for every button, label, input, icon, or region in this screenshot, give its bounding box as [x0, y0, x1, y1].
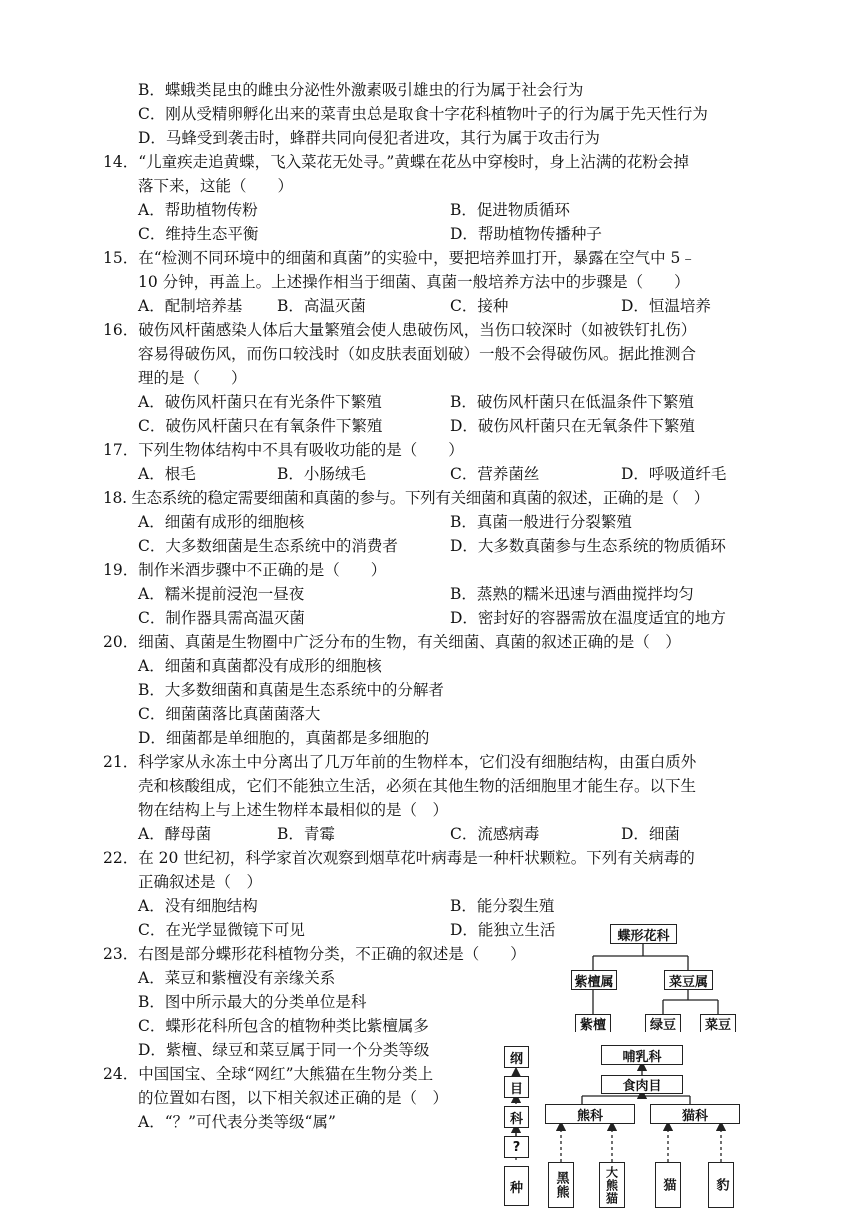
fig2-species-cat-box: 猫: [655, 1162, 681, 1208]
fig2-rank-order-box: 目: [504, 1076, 529, 1098]
fig2-species-black-bear-box: 黑熊: [548, 1162, 574, 1208]
q17-option-d: D．呼吸道纤毛: [621, 465, 727, 483]
fig2-rank-family-box: 科: [504, 1106, 529, 1128]
q14-option-c: C．维持生态平衡: [138, 225, 259, 243]
q18-option-b: B．真菌一般进行分裂繁殖: [450, 513, 632, 531]
q15-option-c: C．接种: [450, 297, 509, 315]
q20-option-d: D．细菌都是单细胞的，真菌都是多细胞的: [138, 729, 430, 747]
q24-stem-1: 24．中国国宝、全球“网红”大熊猫在生物分类上: [103, 1065, 434, 1083]
q21-stem-2: 壳和核酸组成，它们不能独立生活，必须在其他生物的活细胞里才能生存。以下生: [138, 777, 697, 795]
q23-stem: 23．右图是部分蝶形花科植物分类，不正确的叙述是（ ）: [103, 945, 526, 963]
fig1-family-box: 蝶形花科: [610, 924, 677, 944]
q18-stem: 18. 生态系统的稳定需要细菌和真菌的参与。下列有关细菌和真菌的叙述，正确的是（ ）: [103, 489, 709, 507]
q22-stem-1: 22．在 20 世纪初，科学家首次观察到烟草花叶病毒是一种杆状颗粒。下列有关病毒的: [103, 849, 695, 867]
fig2-rank-class-box: 纲: [504, 1046, 529, 1068]
q14-option-b: B．促进物质循环: [450, 201, 570, 219]
fig2-family-felidae-box: 猫科: [650, 1104, 740, 1124]
q24-option-a: A．“？”可代表分类等级“属”: [138, 1113, 336, 1131]
fig2-rank-species-box: 种: [504, 1166, 529, 1206]
q21-stem-3: 物在结构上与上述生物样本最相似的是（ ）: [138, 801, 449, 819]
q13-option-c: C．刚从受精卵孵化出来的菜青虫总是取食十字花科植物叶子的行为属于先天性行为: [138, 105, 708, 123]
q20-option-a: A．细菌和真菌都没有成形的细胞核: [138, 657, 382, 675]
q19-option-d: D．密封好的容器需放在温度适宜的地方: [450, 609, 726, 627]
q23-option-c: C．蝶形花科所包含的植物种类比紫檀属多: [138, 1017, 429, 1035]
q21-option-a: A．酵母菌: [138, 825, 212, 843]
q22-stem-2: 正确叙述是（ ）: [138, 873, 263, 891]
q21-option-d: D．细菌: [621, 825, 680, 843]
q16-stem-2: 容易得破伤风，而伤口较浅时（如皮肤表面划破）一般不会得破伤风。据此推测合: [138, 345, 697, 363]
q16-option-c: C．破伤风杆菌只在有氧条件下繁殖: [138, 417, 383, 435]
q23-option-b: B．图中所示最大的分类单位是科: [138, 993, 367, 1011]
q14-option-d: D．帮助植物传播种子: [450, 225, 602, 243]
q23-option-a: A．菜豆和紫檀没有亲缘关系: [138, 969, 336, 987]
q19-option-a: A．糯米提前浸泡一昼夜: [138, 585, 305, 603]
fig2-order-box: 食肉目: [601, 1075, 683, 1094]
fig1-species-mungbean-box: 绿豆: [645, 1014, 681, 1032]
fig2-species-giant-panda-box: 大熊猫: [599, 1162, 625, 1208]
q21-option-c: C．流感病毒: [450, 825, 540, 843]
q16-stem-3: 理的是（ ）: [138, 369, 247, 387]
q19-stem: 19．制作米酒步骤中不正确的是（ ）: [103, 561, 387, 579]
q18-option-a: A．细菌有成形的细胞核: [138, 513, 305, 531]
q15-option-b: B．高温灭菌: [277, 297, 366, 315]
q13-option-d: D．马蜂受到袭击时，蜂群共同向侵犯者进攻，其行为属于攻击行为: [138, 129, 600, 147]
q22-option-c: C．在光学显微镜下可见: [138, 921, 305, 939]
q20-option-b: B．大多数细菌和真菌是生态系统中的分解者: [138, 681, 444, 699]
q14-stem-2: 落下来，这能（ ）: [138, 177, 294, 195]
q14-stem-1: 14．“儿童疾走追黄蝶，飞入菜花无处寻。”黄蝶在花丛中穿梭时，身上沾满的花粉会掉: [103, 153, 689, 171]
q19-option-b: B．蒸熟的糯米迅速与酒曲搅拌均匀: [450, 585, 694, 603]
q17-stem: 17．下列生物体结构中不具有吸收功能的是（ ）: [103, 441, 464, 459]
q16-option-b: B．破伤风杆菌只在低温条件下繁殖: [450, 393, 694, 411]
q17-option-a: A．根毛: [138, 465, 196, 483]
q22-option-b: B．能分裂生殖: [450, 897, 555, 915]
q20-stem: 20．细菌、真菌是生物圈中广泛分布的生物，有关细菌、真菌的叙述正确的是（ ）: [103, 633, 681, 651]
q22-option-d: D．能独立生活: [450, 921, 556, 939]
q21-option-b: B．青霉: [277, 825, 335, 843]
fig1-species-kidneybean-box: 菜豆: [700, 1014, 736, 1032]
q16-option-d: D．破伤风杆菌只在无氧条件下繁殖: [450, 417, 695, 435]
q17-option-b: B．小肠绒毛: [277, 465, 366, 483]
q20-option-c: C．细菌菌落比真菌菌落大: [138, 705, 321, 723]
q18-option-d: D．大多数真菌参与生态系统的物质循环: [450, 537, 726, 555]
q17-option-c: C．营养菌丝: [450, 465, 540, 483]
q13-option-b: B．蝶蛾类昆虫的雌虫分泌性外激素吸引雄虫的行为属于社会行为: [138, 81, 584, 99]
q21-stem-1: 21．科学家从永冻土中分离出了几万年前的生物样本，它们没有细胞结构，由蛋白质外: [103, 753, 697, 771]
q18-option-c: C．大多数细菌是生态系统中的消费者: [138, 537, 398, 555]
q23-option-d: D．紫檀、绿豆和菜豆属于同一个分类等级: [138, 1041, 430, 1059]
fig2-rank-unknown-box: ?: [504, 1136, 529, 1158]
fig1-species-zitan-box: 紫檀: [575, 1014, 611, 1032]
fig2-family-ursidae-box: 熊科: [545, 1104, 635, 1124]
q19-option-c: C．制作器具需高温灭菌: [138, 609, 305, 627]
q15-stem-1: 15．在“检测不同环境中的细菌和真菌”的实验中，要把培养皿打开，暴露在空气中 5﹣: [103, 249, 696, 267]
q15-option-d: D．恒温培养: [621, 297, 711, 315]
q15-stem-2: 10 分钟，再盖上。上述操作相当于细菌、真菌一般培养方法中的步骤是（ ）: [138, 273, 690, 291]
fig1-genus-phaseolus-box: 菜豆属: [664, 970, 713, 990]
fig2-species-leopard-box: 豹: [708, 1162, 734, 1208]
q14-option-a: A．帮助植物传粉: [138, 201, 258, 219]
q15-option-a: A．配制培养基: [138, 297, 243, 315]
q22-option-a: A．没有细胞结构: [138, 897, 258, 915]
fig1-genus-pterocarpus-box: 紫檀属: [571, 970, 617, 990]
q16-stem-1: 16．破伤风杆菌感染人体后大量繁殖会使人患破伤风，当伤口较深时（如被铁钉扎伤）: [103, 321, 697, 339]
fig2-class-box: 哺乳科: [601, 1045, 683, 1065]
q16-option-a: A．破伤风杆菌只在有光条件下繁殖: [138, 393, 382, 411]
q24-stem-2: 的位置如右图，以下相关叙述正确的是（ ）: [138, 1089, 449, 1107]
